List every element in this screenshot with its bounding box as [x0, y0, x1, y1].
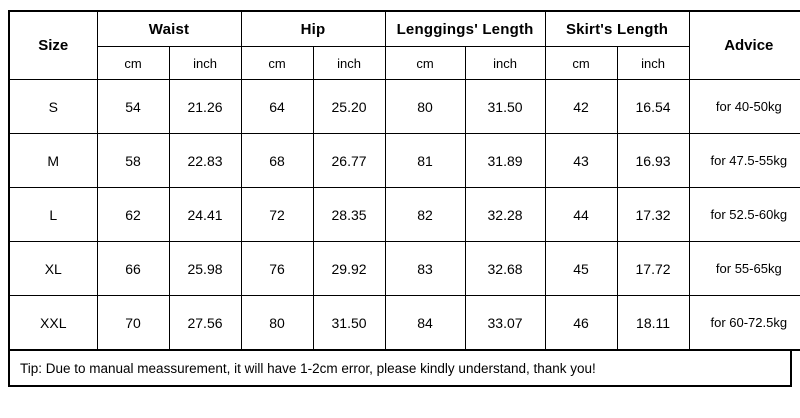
- cell-waist-inch: 24.41: [169, 188, 241, 242]
- cell-leggings-inch: 31.89: [465, 134, 545, 188]
- cell-skirt-inch: 16.93: [617, 134, 689, 188]
- cell-waist-cm: 66: [97, 242, 169, 296]
- cell-leggings-inch: 32.28: [465, 188, 545, 242]
- cell-skirt-cm: 46: [545, 296, 617, 351]
- header-hip-inch: inch: [313, 47, 385, 80]
- cell-advice: for 60-72.5kg: [689, 296, 800, 351]
- table-body: [9, 80, 800, 351]
- header-waist-cm: cm: [97, 47, 169, 80]
- header-leggings-cm: cm: [385, 47, 465, 80]
- cell-skirt-cm: 43: [545, 134, 617, 188]
- header-skirt-inch: inch: [617, 47, 689, 80]
- header-leggings-inch: inch: [465, 47, 545, 80]
- table-head: [9, 11, 800, 80]
- table-row: [9, 296, 800, 351]
- cell-leggings-cm: 82: [385, 188, 465, 242]
- cell-size: XL: [9, 242, 97, 296]
- size-chart-table: [8, 10, 800, 351]
- cell-skirt-inch: 17.72: [617, 242, 689, 296]
- cell-advice: for 40-50kg: [689, 80, 800, 134]
- cell-waist-inch: 22.83: [169, 134, 241, 188]
- cell-hip-cm: 76: [241, 242, 313, 296]
- cell-leggings-cm: 83: [385, 242, 465, 296]
- cell-advice: for 52.5-60kg: [689, 188, 800, 242]
- cell-waist-cm: 58: [97, 134, 169, 188]
- cell-advice: for 55-65kg: [689, 242, 800, 296]
- header-leggings-length: Lenggings' Length: [385, 11, 545, 47]
- header-hip-cm: cm: [241, 47, 313, 80]
- cell-size: M: [9, 134, 97, 188]
- header-advice: Advice: [689, 11, 800, 80]
- cell-leggings-inch: 32.68: [465, 242, 545, 296]
- cell-advice: for 47.5-55kg: [689, 134, 800, 188]
- table-row: [9, 242, 800, 296]
- tip-note: Tip: Due to manual meassurement, it will have 1-2cm error, please kindly understand, thank you!: [8, 351, 792, 387]
- cell-skirt-inch: 17.32: [617, 188, 689, 242]
- cell-hip-inch: 26.77: [313, 134, 385, 188]
- cell-skirt-cm: 44: [545, 188, 617, 242]
- cell-skirt-cm: 45: [545, 242, 617, 296]
- cell-leggings-cm: 81: [385, 134, 465, 188]
- cell-hip-inch: 25.20: [313, 80, 385, 134]
- group-header-row: [9, 11, 800, 47]
- header-waist-inch: inch: [169, 47, 241, 80]
- cell-hip-cm: 64: [241, 80, 313, 134]
- header-size: Size: [9, 11, 97, 80]
- table-row: [9, 134, 800, 188]
- cell-leggings-cm: 80: [385, 80, 465, 134]
- cell-hip-inch: 28.35: [313, 188, 385, 242]
- cell-leggings-cm: 84: [385, 296, 465, 351]
- cell-size: S: [9, 80, 97, 134]
- cell-hip-inch: 31.50: [313, 296, 385, 351]
- header-skirt-cm: cm: [545, 47, 617, 80]
- header-hip: Hip: [241, 11, 385, 47]
- cell-hip-cm: 72: [241, 188, 313, 242]
- cell-waist-inch: 21.26: [169, 80, 241, 134]
- table-row: [9, 80, 800, 134]
- header-skirt-length: Skirt's Length: [545, 11, 689, 47]
- cell-waist-cm: 62: [97, 188, 169, 242]
- cell-hip-cm: 80: [241, 296, 313, 351]
- unit-header-row: [9, 47, 800, 80]
- cell-hip-cm: 68: [241, 134, 313, 188]
- cell-skirt-inch: 16.54: [617, 80, 689, 134]
- cell-skirt-inch: 18.11: [617, 296, 689, 351]
- cell-skirt-cm: 42: [545, 80, 617, 134]
- cell-size: XXL: [9, 296, 97, 351]
- cell-leggings-inch: 33.07: [465, 296, 545, 351]
- header-waist: Waist: [97, 11, 241, 47]
- cell-waist-cm: 70: [97, 296, 169, 351]
- table-row: [9, 188, 800, 242]
- cell-waist-cm: 54: [97, 80, 169, 134]
- cell-waist-inch: 25.98: [169, 242, 241, 296]
- cell-hip-inch: 29.92: [313, 242, 385, 296]
- cell-leggings-inch: 31.50: [465, 80, 545, 134]
- cell-size: L: [9, 188, 97, 242]
- cell-waist-inch: 27.56: [169, 296, 241, 351]
